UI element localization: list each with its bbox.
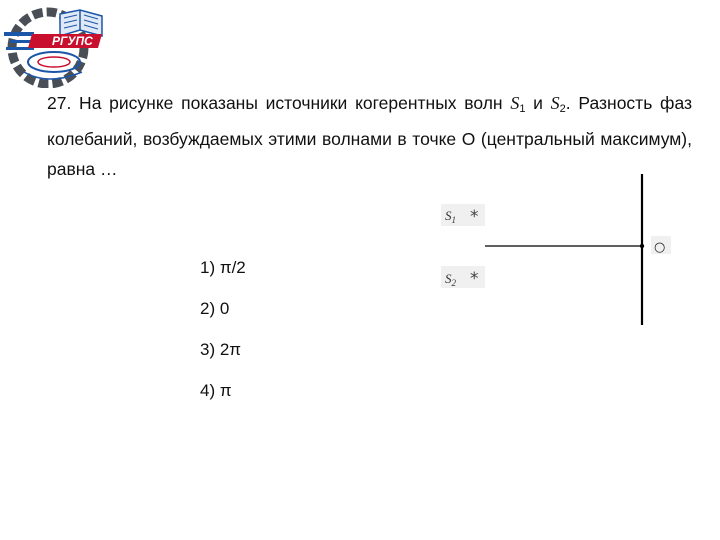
s2-figure-label: $S_2$ xyxy=(445,271,456,288)
s1-source-marker: * xyxy=(470,207,479,227)
point-o-label: ○ xyxy=(654,240,666,255)
s1-subscript: 1 xyxy=(519,103,526,115)
answer-option-1[interactable]: 1) π/2 xyxy=(200,258,246,277)
answer-option-4[interactable]: 4) π xyxy=(200,381,232,400)
question-number: 27. xyxy=(47,93,72,113)
s2-subscript: 2 xyxy=(559,103,566,115)
question-joiner: и xyxy=(525,93,551,113)
question-text-part1: На рисунке показаны источники когерентных волн xyxy=(71,93,511,113)
answer-option-3[interactable]: 3) 2π xyxy=(200,340,242,359)
question-text-part2: . Разность фаз колебаний, возбуждаемых этими волнами в точке О (центральный максимум), равна … xyxy=(47,93,693,179)
s1-figure-label: $S_1$ xyxy=(445,208,456,225)
s1-symbol: S xyxy=(510,93,520,113)
rgups-logo xyxy=(2,2,108,88)
interference-figure xyxy=(437,170,677,330)
s2-source-marker: * xyxy=(470,269,479,289)
answer-list xyxy=(200,256,246,420)
logo-text: РГУПС xyxy=(52,34,93,48)
s2-symbol: S xyxy=(550,93,560,113)
center-point-dot xyxy=(640,244,644,248)
answer-option-2[interactable]: 2) 0 xyxy=(200,299,230,318)
